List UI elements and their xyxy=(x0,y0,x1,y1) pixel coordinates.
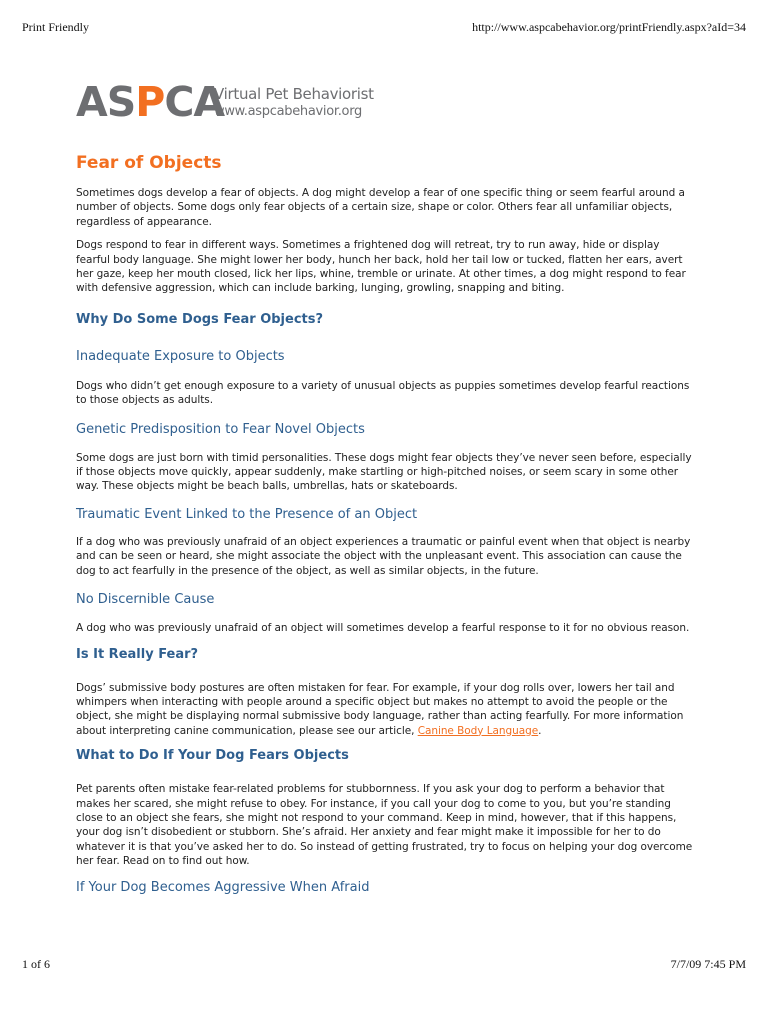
intro-paragraph-2: Dogs respond to fear in different ways. Sometimes a frightened dog will retreat, try to run away, hide or display fearful body language. She might lower her body, hunch her back, hold her tail low or tucked, flatten her ears, avert her gaze, keep her mouth closed, lick her lips, whine, tremble or urinate. At other times, a dog might respond to fear with defensive aggression, which can include barking, lunging, growling, snapping and biting. xyxy=(76,239,686,295)
canine-body-language-link[interactable]: Canine Body Language xyxy=(417,724,539,737)
really-fear-text: Dogs’ submissive body postures are often mistaken for fear. For example, if your dog rolls over, lowers her tail and whimpers when interacting with people around a specific object but makes no attempt to avoid the people or the object, she might be displaying normal submissive body language, rather than acting fearfully. For more information about interpreting canine communication, please see our article, xyxy=(76,681,684,737)
really-fear-paragraph xyxy=(76,681,696,739)
section-heading-really-fear: Is It Really Fear? xyxy=(76,646,199,662)
page-counter: 1 of 6 xyxy=(22,957,50,971)
intro-paragraph-1: Sometimes dogs develop a fear of objects. A dog might develop a fear of one specific thing or seem fearful around a number of objects. Some dogs only fear objects of a certain size, shape or color. Others fear all unfamiliar objects, regardless of appearance. xyxy=(76,187,685,228)
wordmark-start: AS xyxy=(76,78,136,126)
wordmark-end: CA xyxy=(164,78,225,126)
print-header-title: Print Friendly xyxy=(22,20,90,34)
article-content xyxy=(76,150,696,897)
section-heading-why: Why Do Some Dogs Fear Objects? xyxy=(76,311,324,327)
subheading-no-cause: No Discernible Cause xyxy=(76,592,215,608)
page-title: Fear of Objects xyxy=(76,153,222,173)
subheading-aggressive: If Your Dog Becomes Aggressive When Afraid xyxy=(76,879,370,895)
logo-url: www.aspcabehavior.org xyxy=(214,104,362,119)
exposure-paragraph: Dogs who didn’t get enough exposure to a variety of unusual objects as puppies sometimes develop fearful reactions to those objects as adults. xyxy=(76,379,690,407)
what-to-do-paragraph: Pet parents often mistake fear-related problems for stubbornness. If you ask your dog to perform a behavior that makes her scared, she might refuse to obey. For instance, if you call your dog to come to you, but you’re standing close to an object she fears, she might not respond to your command. Keep in mind, however, that if this happens, your dog isn’t disobedient or stubborn. She’s afraid. Her anxiety and fear might make it impossible for her to do whatever it is that you’ve asked her to do. So instead of getting frustrated, try to focus on helping your dog overcome her fear. Read on to find out how. xyxy=(76,783,693,868)
trauma-paragraph: If a dog who was previously unafraid of an object experiences a traumatic or painful event when that object is nearby and can be seen or heard, she might associate the object with the unpleasant event. This association can cause the dog to act fearfully in the presence of the object, as well as similar objects, in the future. xyxy=(76,535,691,577)
logo-tagline: Virtual Pet Behaviorist xyxy=(214,85,374,103)
print-header xyxy=(22,20,746,36)
print-timestamp: 7/7/09 7:45 PM xyxy=(670,957,746,971)
print-footer xyxy=(22,957,746,973)
section-heading-what-to-do: What to Do If Your Dog Fears Objects xyxy=(76,748,349,764)
subheading-exposure: Inadequate Exposure to Objects xyxy=(76,348,285,364)
wordmark-p: P xyxy=(135,78,165,126)
genetic-paragraph: Some dogs are just born with timid personalities. These dogs might fear objects they’ve never seen before, especially if those objects move quickly, appear suddenly, make startling or high-pitched noises, or seem scary in some other way. These objects might be beach balls, umbrellas, hats or skateboards. xyxy=(76,451,692,493)
subheading-genetic: Genetic Predisposition to Fear Novel Objects xyxy=(76,421,365,437)
no-cause-paragraph: A dog who was previously unafraid of an object will sometimes develop a fearful response to it for no obvious reason. xyxy=(76,622,690,635)
print-header-url: http://www.aspcabehavior.org/printFriendly.aspx?aId=34 xyxy=(472,20,746,34)
subheading-trauma: Traumatic Event Linked to the Presence of an Object xyxy=(76,506,418,522)
aspca-logo[interactable] xyxy=(76,80,376,128)
really-fear-end: . xyxy=(538,724,542,737)
aspca-wordmark xyxy=(76,80,224,124)
